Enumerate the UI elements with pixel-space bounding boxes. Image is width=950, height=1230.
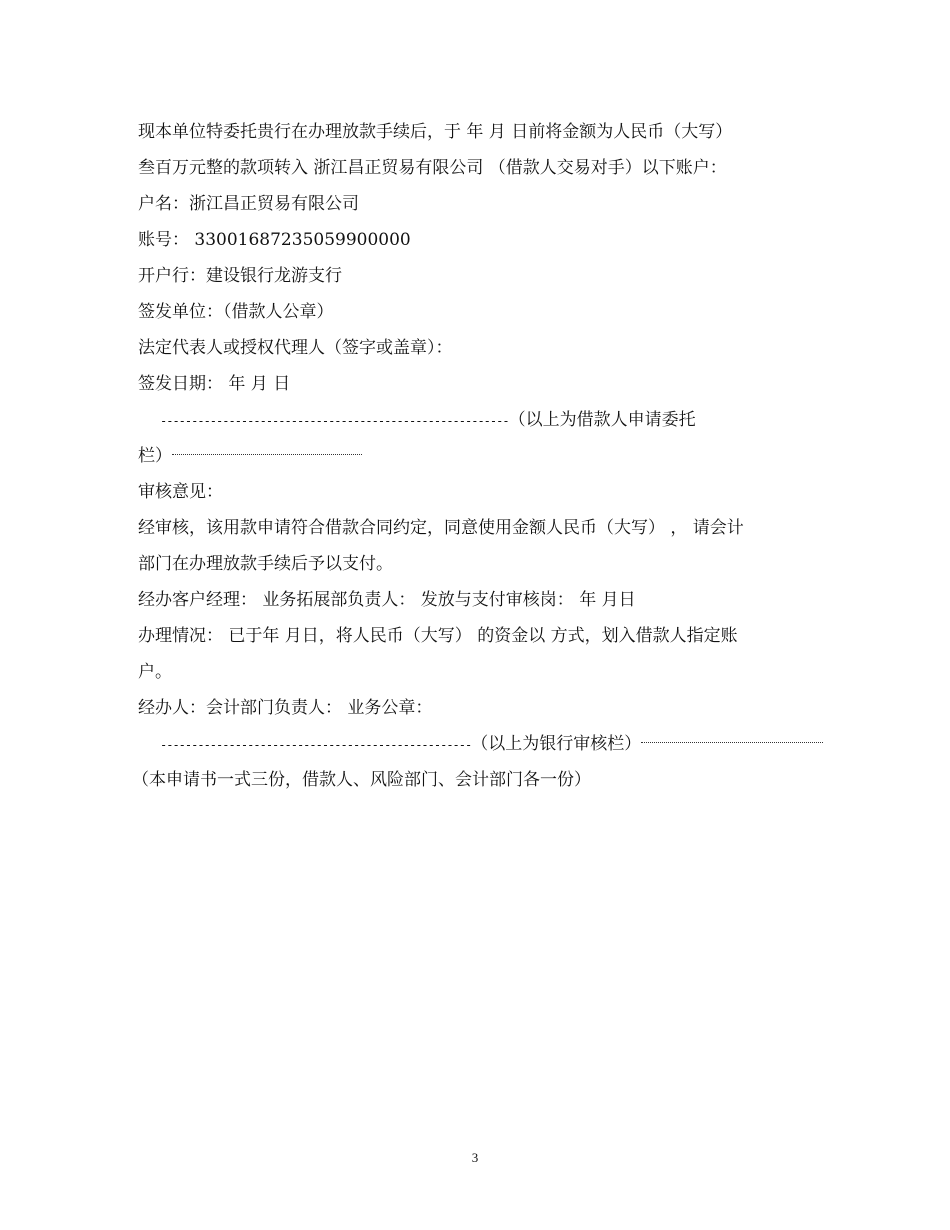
- divider-label: （以上为银行审核栏）: [471, 734, 642, 754]
- review-opinion-heading: 审核意见：: [138, 482, 223, 502]
- signatories-line: 经办客户经理： 业务拓展部负责人： 发放与支付审核岗： 年 月日: [138, 590, 636, 610]
- bank-section-divider: [160, 733, 823, 756]
- legal-representative-line: 法定代表人或授权代理人（签字或盖章）：: [138, 338, 453, 358]
- borrower-section-divider: [160, 409, 696, 432]
- divider-label-end: 栏）: [138, 446, 172, 466]
- review-text-line-2: 部门在办理放款手续后予以支付。: [138, 554, 393, 574]
- paragraph-line-2: 叁百万元整的款项转入 浙江昌正贸易有限公司 （借款人交易对手）以下账户：: [138, 158, 727, 178]
- account-name-line: 户名：浙江昌正贸易有限公司: [138, 194, 359, 214]
- divider-dashes: --------------------------------------------------------: [160, 414, 509, 428]
- bank-branch-line: 开户行：建设银行龙游支行: [138, 266, 342, 286]
- issue-date-line: 签发日期： 年 月 日: [138, 374, 291, 394]
- paragraph-line-1: 现本单位特委托贵行在办理放款手续后，于 年 月 日前将金额为人民币（大写）: [138, 122, 733, 142]
- divider-label: （以上为借款人申请委托: [508, 410, 696, 430]
- divider-dotted-line: [172, 454, 362, 455]
- divider-dotted-line: [641, 742, 823, 743]
- review-text-line-1: 经审核，该用款申请符合借款合同约定，同意使用金额人民币（大写） ， 请会计: [138, 518, 744, 538]
- divider-dashes: --------------------------------------------------: [160, 738, 472, 752]
- issuing-unit-line: 签发单位：（借款人公章）: [138, 302, 334, 322]
- handler-line: 经办人：会计部门负责人： 业务公章：: [138, 698, 433, 718]
- processing-status-line-1: 办理情况： 已于年 月日，将人民币（大写） 的资金以 方式，划入借款人指定账: [138, 626, 738, 646]
- account-number-line: 账号： 33001687235059900000: [138, 230, 411, 250]
- page-number: 3: [471, 1150, 479, 1165]
- footnote: （本申请书一式三份，借款人、风险部门、会计部门各一份）: [132, 770, 591, 790]
- borrower-section-divider-end: [138, 445, 362, 467]
- processing-status-line-2: 户。: [138, 662, 172, 682]
